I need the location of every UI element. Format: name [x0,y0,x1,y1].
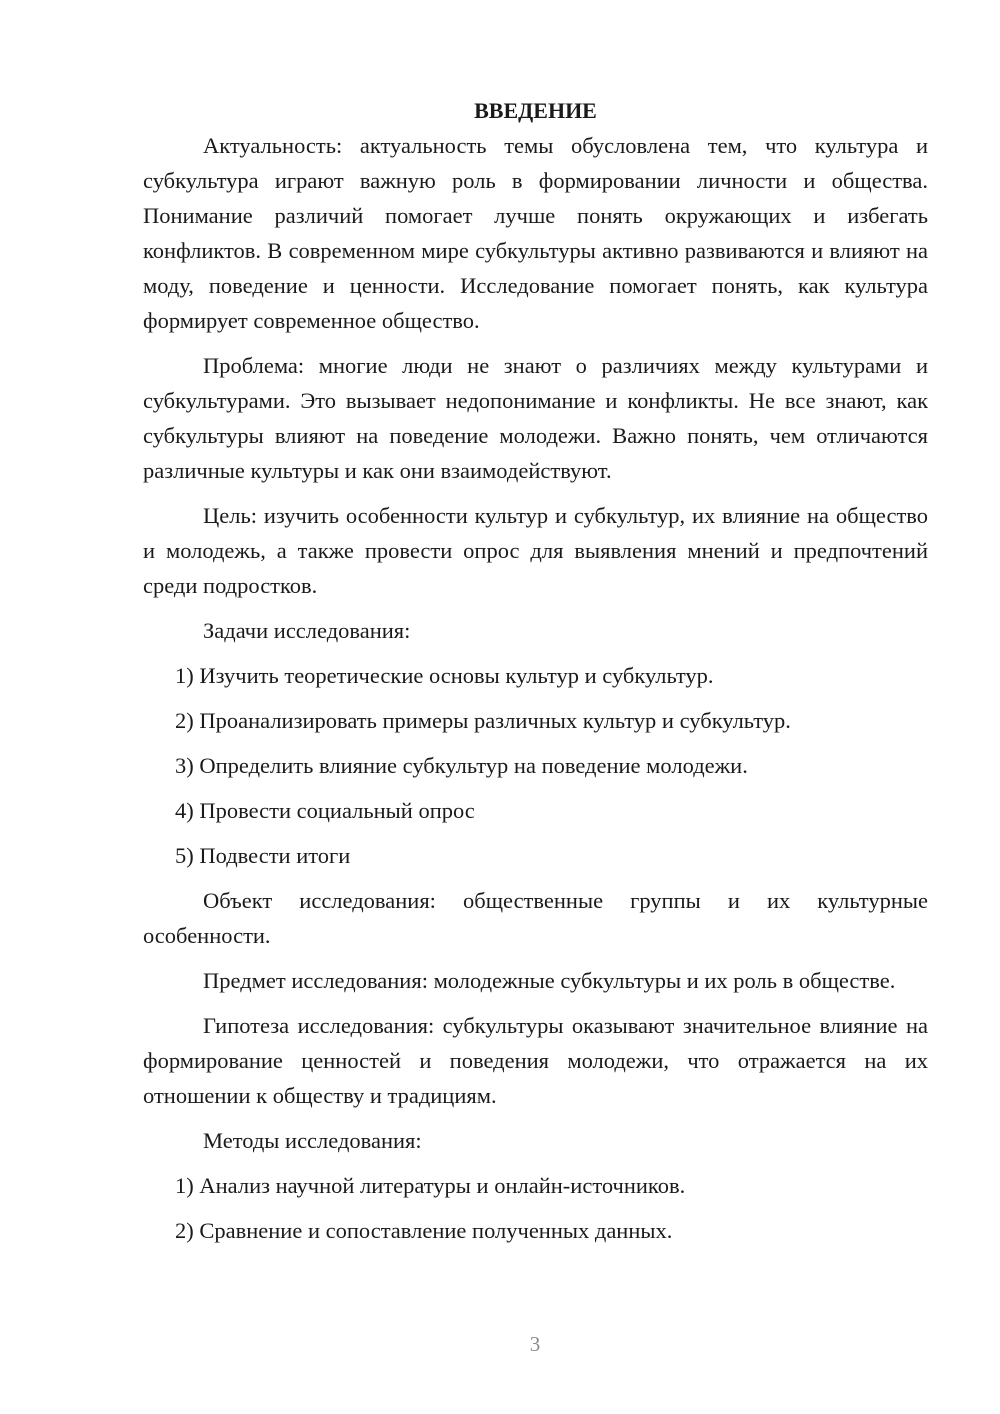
task-item: 2) Проанализировать примеры различных культур и субкультур. [175,708,791,733]
tasks-title: Задачи исследования: [203,618,411,643]
relevance-paragraph: Актуальность: актуальность темы обусловлена тем, что культура и субкультура играют важную роль в формировании личности и общества. Понимание различий помогает лучше понять окружающих и избегать конфликтов. В современном мире субкультуры активно развиваются и влияют на моду, поведение и ценности. Исследование помогает понять, как культура формирует современное общество. [143,133,928,333]
task-item: 3) Определить влияние субкультур на поведение молодежи. [175,753,748,778]
problem-paragraph: Проблема: многие люди не знают о различиях между культурами и субкультурами. Это вызывает недопонимание и конфликты. Не все знают, как субкультуры влияют на поведение молодежи. Важно понять, чем отличаются различные культуры и как они взаимодействуют. [143,353,928,483]
object-paragraph: Объект исследования: общественные группы и их культурные особенности. [143,888,928,948]
methods-title: Методы исследования: [203,1128,422,1153]
page-title: ВВЕДЕНИЕ [474,98,597,123]
task-item: 5) Подвести итоги [175,843,351,868]
hypothesis-paragraph: Гипотеза исследования: субкультуры оказывают значительное влияние на формирование ценностей и поведения молодежи, что отражается на их отношении к обществу и традициям. [143,1013,928,1108]
task-item: 4) Провести социальный опрос [175,798,475,823]
method-item: 2) Сравнение и сопоставление полученных данных. [175,1218,673,1243]
page-content [143,93,928,1248]
method-item: 1) Анализ научной литературы и онлайн-источников. [175,1173,686,1198]
goal-paragraph: Цель: изучить особенности культур и субкультур, их влияние на общество и молодежь, а также провести опрос для выявления мнений и предпочтений среди подростков. [143,503,928,598]
subject-paragraph: Предмет исследования: молодежные субкультуры и их роль в обществе. [203,968,896,993]
task-item: 1) Изучить теоретические основы культур и субкультур. [175,663,714,688]
page-number: 3 [529,1332,541,1356]
